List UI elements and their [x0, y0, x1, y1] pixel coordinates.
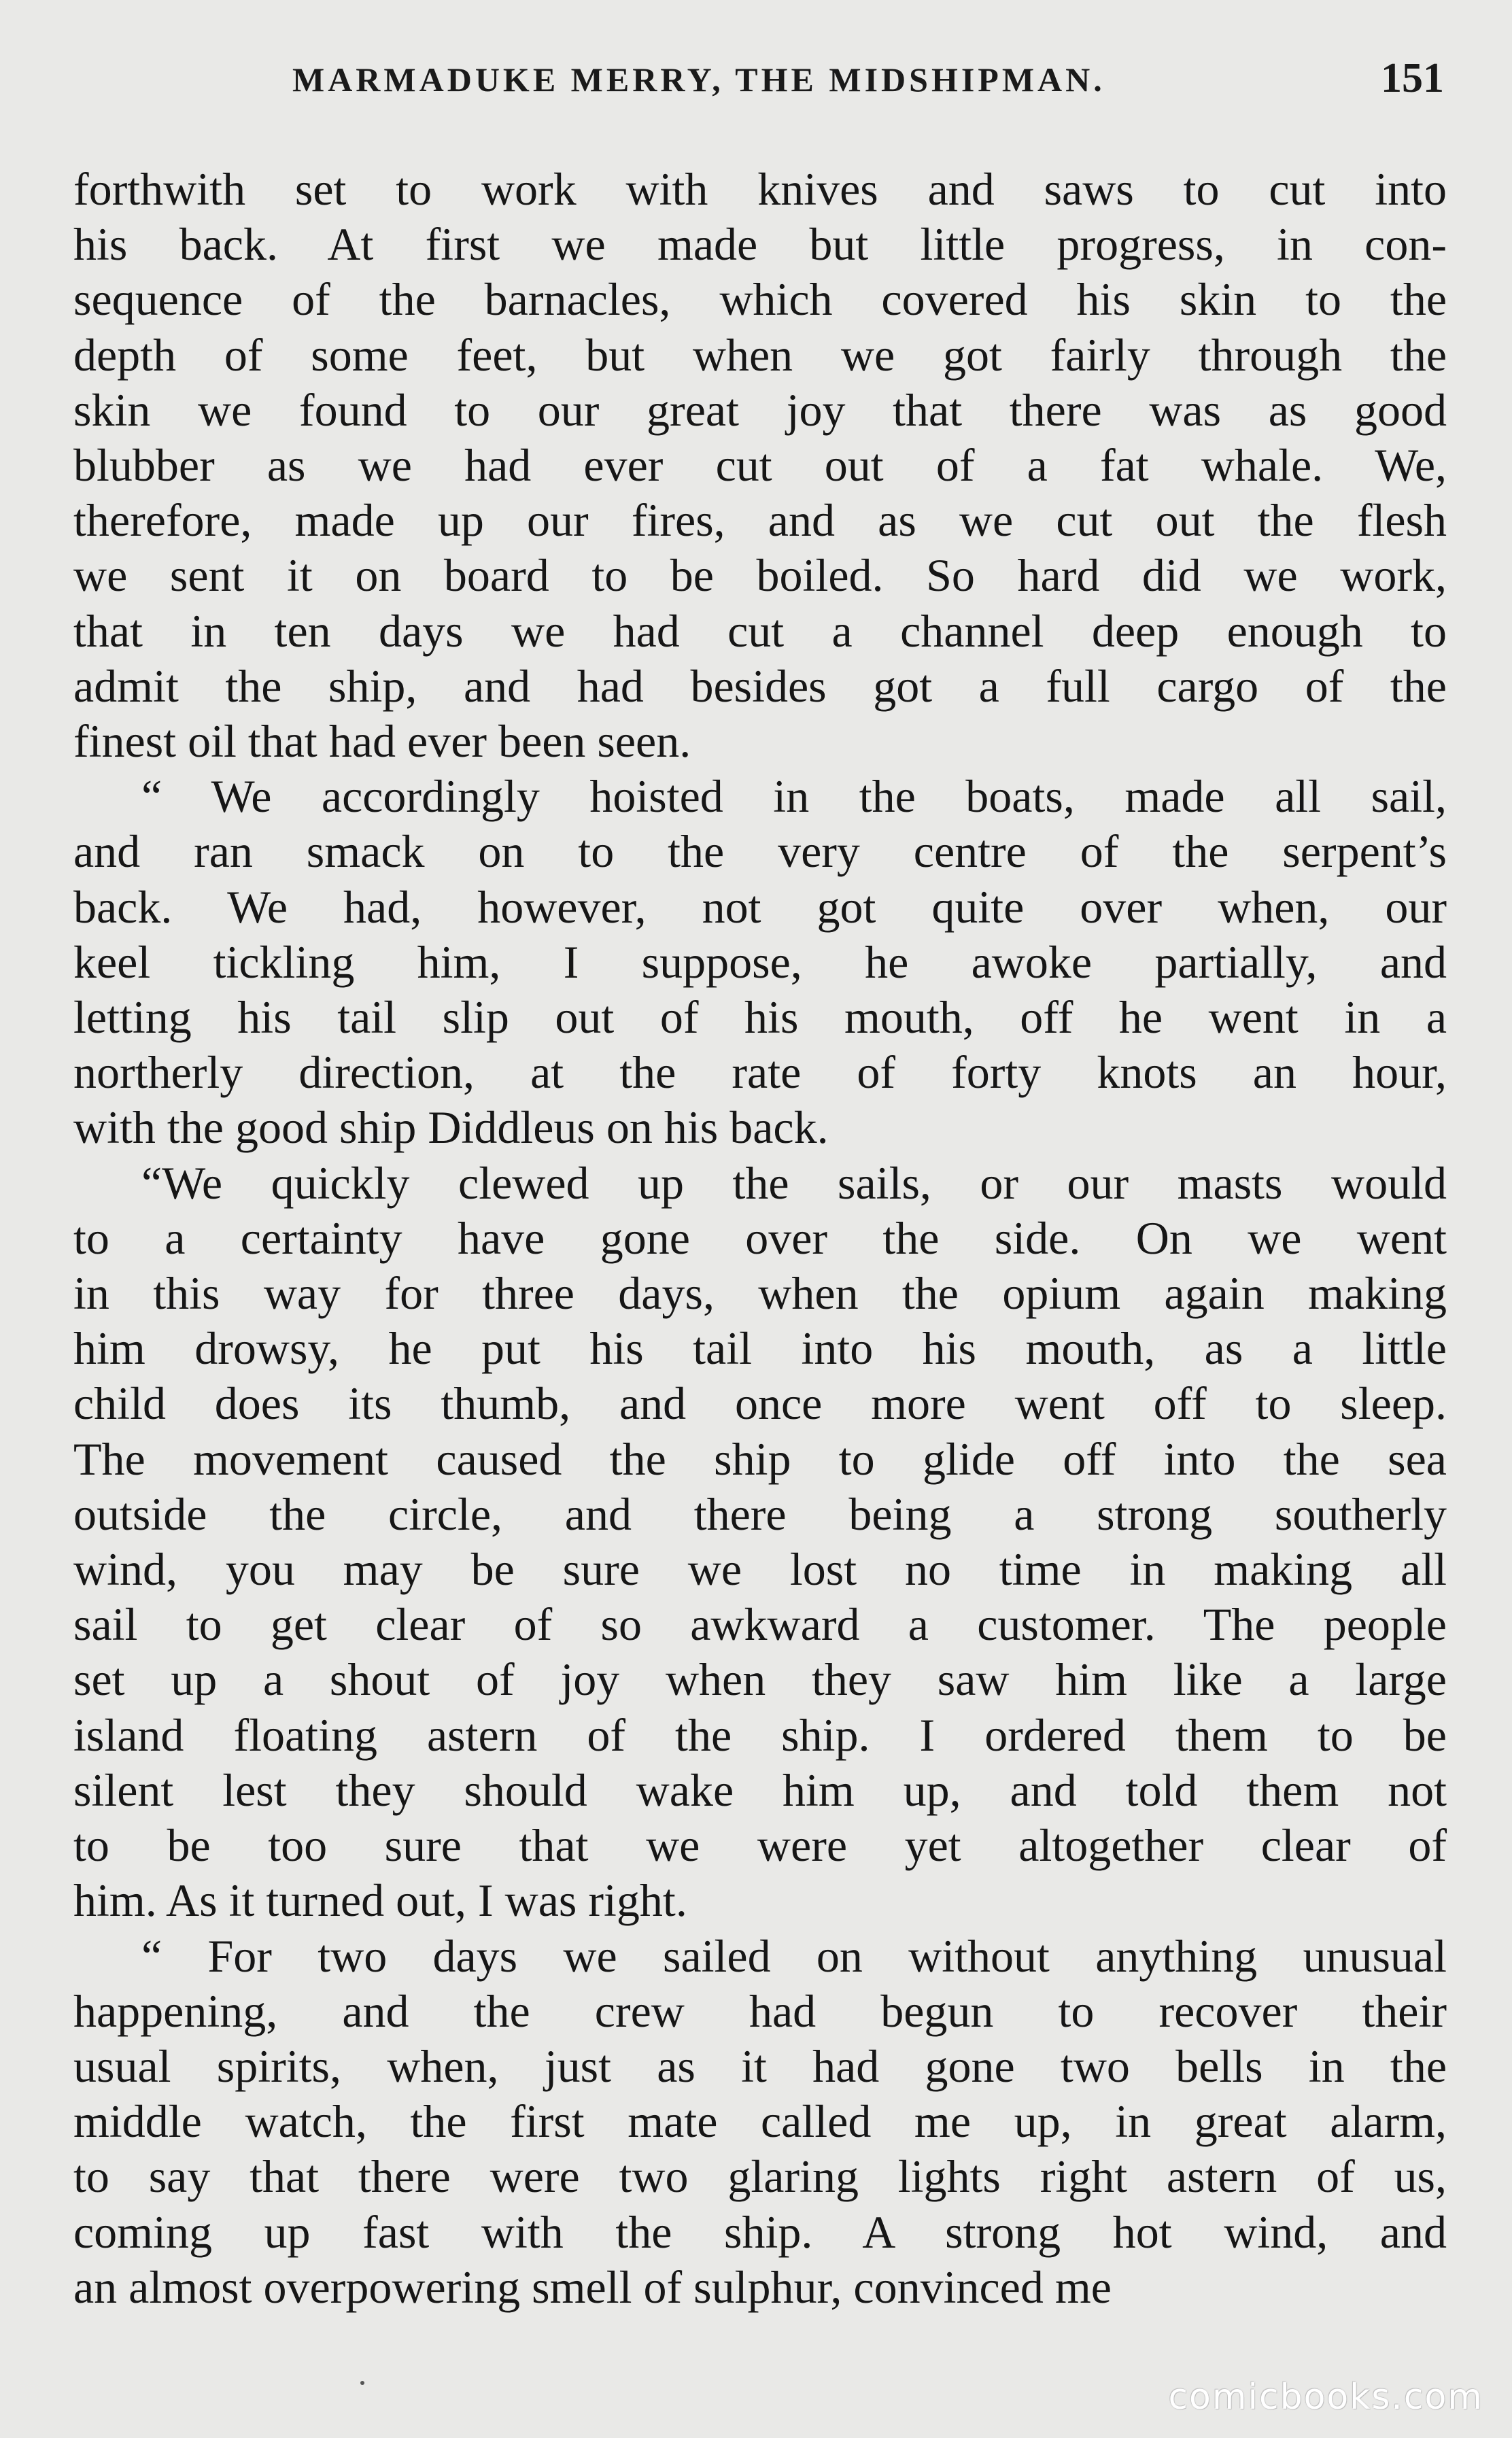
text-line: to be too sure that we were yet altogether clear of — [73, 1819, 1447, 1872]
text-line: keel tickling him, I suppose, he awoke partially, and — [73, 935, 1447, 988]
text-line: happening, and the crew had begun to recover their — [73, 1985, 1447, 2037]
text-line: coming up fast with the ship. A strong hot wind, and — [73, 2205, 1447, 2258]
text-line: usual spirits, when, just as it had gone two bells in the — [73, 2040, 1447, 2092]
watermark: comicbooks.com — [1168, 2377, 1483, 2418]
text-line: therefore, made up our fires, and as we cut out the flesh — [73, 494, 1447, 547]
running-title: MARMADUKE MERRY, THE MIDSHIPMAN. — [292, 61, 1105, 99]
text-line: admit the ship, and had besides got a full cargo of the — [73, 659, 1447, 712]
text-line: him. As it turned out, I was right. — [73, 1874, 687, 1927]
text-line: depth of some feet, but when we got fairly through the — [73, 328, 1447, 381]
text-line: northerly direction, at the rate of forty knots an hour, — [73, 1046, 1447, 1099]
text-line: “We quickly clewed up the sails, or our masts would — [141, 1156, 1447, 1209]
text-line: and ran smack on to the very centre of the serpent’s — [73, 825, 1447, 878]
text-line: “ For two days we sailed on without anything unusual — [141, 1929, 1447, 1982]
text-line: silent lest they should wake him up, and told them not — [73, 1764, 1447, 1816]
text-line: finest oil that had ever been seen. — [73, 715, 691, 768]
paragraph — [73, 1156, 1447, 1929]
text-line: island floating astern of the ship. I ordered them to be — [73, 1709, 1447, 1761]
text-line: back. We had, however, not got quite over when, our — [73, 880, 1447, 933]
text-line: to a certainty have gone over the side. On we went — [73, 1212, 1447, 1264]
text-line: to say that there were two glaring lights right astern of us, — [73, 2150, 1447, 2203]
text-line: forthwith set to work with knives and saws to cut into — [73, 163, 1447, 215]
text-line: that in ten days we had cut a channel deep enough to — [73, 604, 1447, 657]
text-line: sail to get clear of so awkward a customer. The people — [73, 1598, 1447, 1651]
text-line: skin we found to our great joy that there was as good — [73, 383, 1447, 436]
text-line: middle watch, the first mate called me up, in great alarm, — [73, 2095, 1447, 2148]
text-line: child does its thumb, and once more went off to sleep. — [73, 1377, 1447, 1430]
paragraph — [73, 1929, 1447, 2315]
paragraph — [73, 769, 1447, 1155]
text-line: letting his tail slip out of his mouth, off he went in a — [73, 991, 1447, 1044]
text-line: The movement caused the ship to glide off into the sea — [73, 1432, 1447, 1485]
text-line: we sent it on board to be boiled. So hard did we work, — [73, 549, 1447, 602]
text-line: an almost overpowering smell of sulphur, convinced me — [73, 2261, 1112, 2313]
page-number: 151 — [1381, 55, 1444, 101]
print-speck — [360, 2381, 364, 2385]
text-line: wind, you may be sure we lost no time in making all — [73, 1543, 1447, 1596]
text-line: with the good ship Diddleus on his back. — [73, 1101, 829, 1154]
text-line: “ We accordingly hoisted in the boats, made all sail, — [141, 770, 1447, 823]
text-line: sequence of the barnacles, which covered his skin to the — [73, 273, 1447, 326]
text-line: set up a shout of joy when they saw him like a large — [73, 1653, 1447, 1706]
text-line: his back. At first we made but little progress, in con- — [73, 218, 1447, 271]
body-text — [73, 162, 1447, 2315]
text-line: blubber as we had ever cut out of a fat whale. We, — [73, 439, 1447, 492]
text-line: in this way for three days, when the opium again making — [73, 1267, 1447, 1320]
text-line: him drowsy, he put his tail into his mouth, as a little — [73, 1322, 1447, 1375]
paragraph — [73, 162, 1447, 769]
text-line: outside the circle, and there being a strong southerly — [73, 1488, 1447, 1540]
